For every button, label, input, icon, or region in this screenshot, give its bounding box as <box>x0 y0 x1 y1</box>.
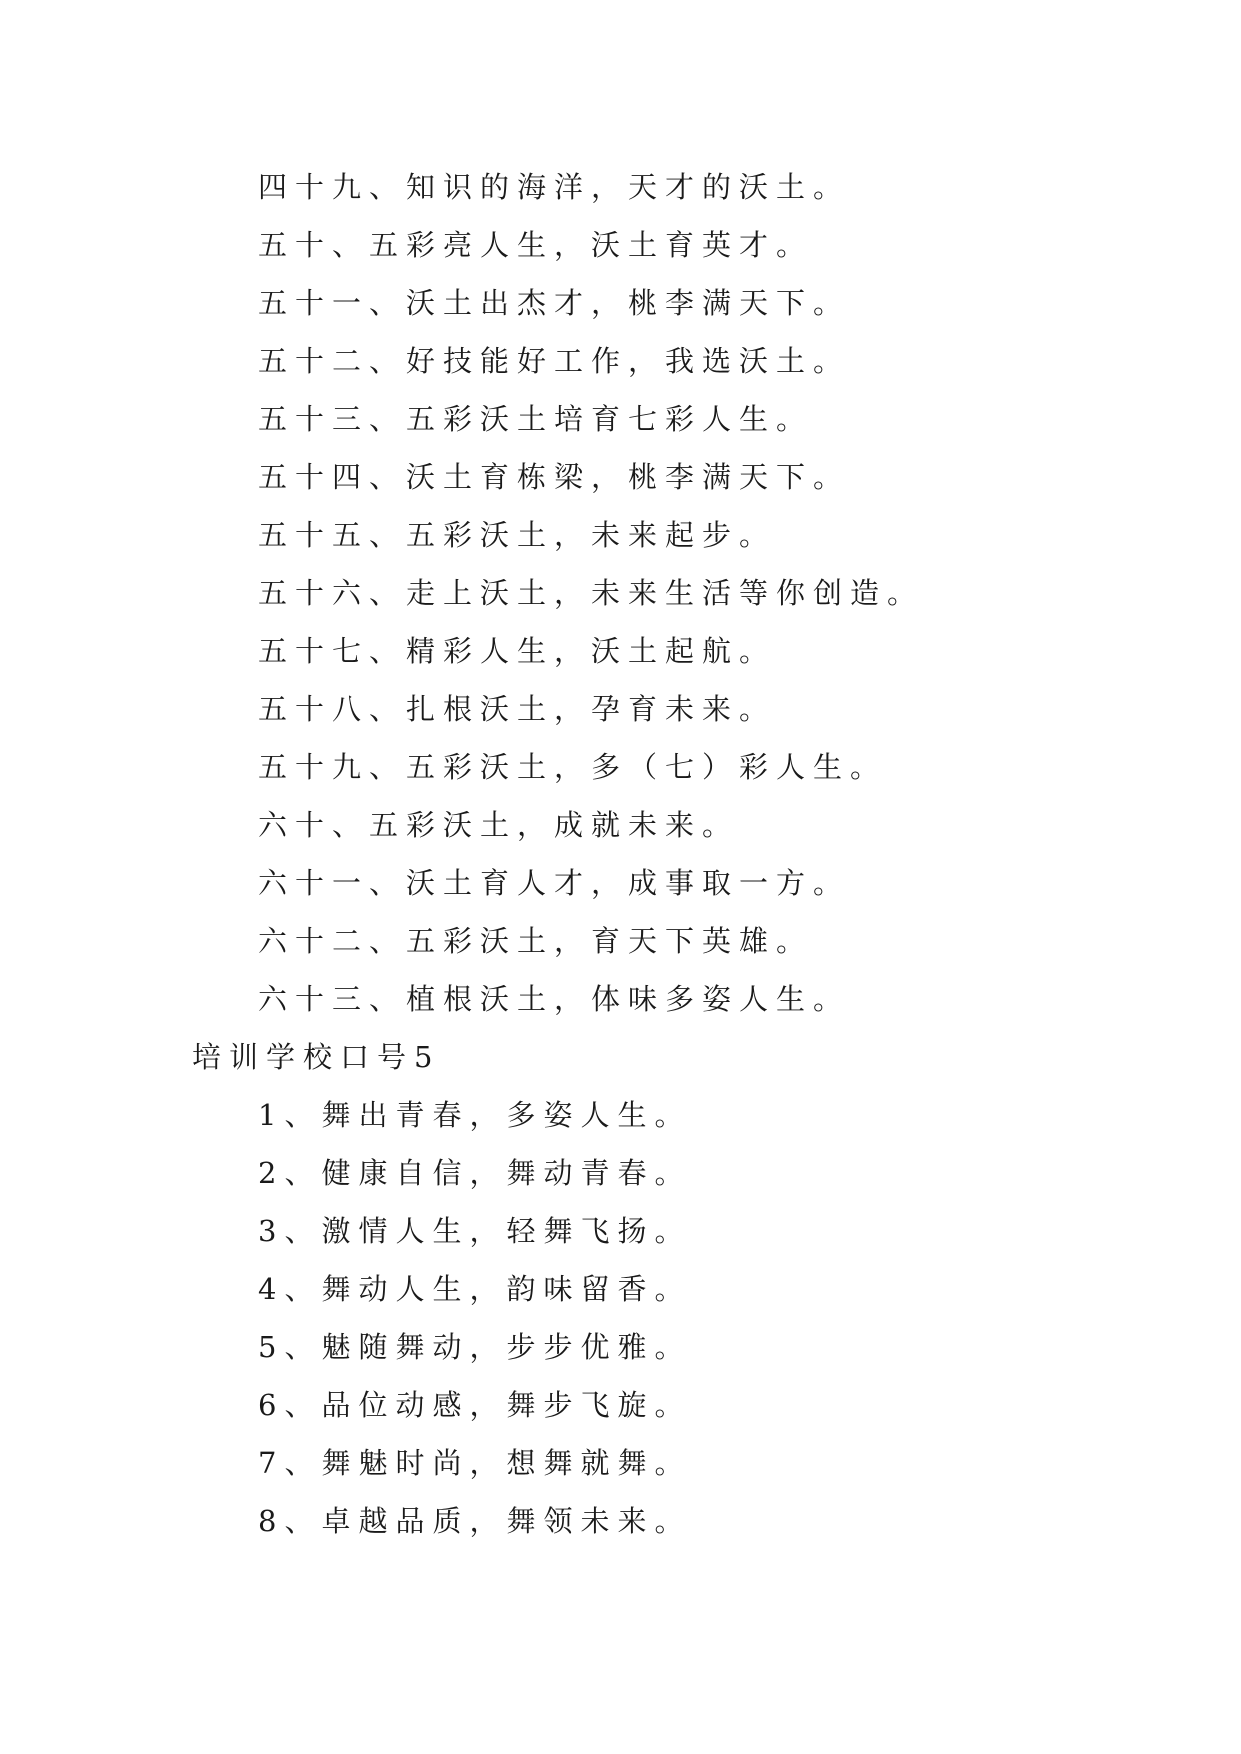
slogan-line: 五十一、沃土出杰才，桃李满天下。 <box>258 286 851 320</box>
numbered-slogan: 3、激情人生，轻舞飞扬。 <box>258 1214 692 1248</box>
slogan-line: 五十八、扎根沃土，孕育未来。 <box>258 692 777 726</box>
slogan-line: 五十九、五彩沃土，多（七）彩人生。 <box>258 750 888 784</box>
slogan-line: 五十五、五彩沃土，未来起步。 <box>258 518 777 552</box>
numbered-slogan: 1、舞出青春，多姿人生。 <box>258 1098 692 1132</box>
slogan-line: 五十七、精彩人生，沃土起航。 <box>258 634 777 668</box>
slogan-line: 六十三、植根沃土，体味多姿人生。 <box>258 982 851 1016</box>
slogan-line: 六十二、五彩沃土，育天下英雄。 <box>258 924 814 958</box>
numbered-slogan: 7、舞魅时尚，想舞就舞。 <box>258 1446 692 1480</box>
slogan-line: 六十一、沃土育人才，成事取一方。 <box>258 866 851 900</box>
numbered-slogan: 4、舞动人生，韵味留香。 <box>258 1272 692 1306</box>
numbered-slogan: 8、卓越品质，舞领未来。 <box>258 1504 692 1538</box>
numbered-slogan: 5、魅随舞动，步步优雅。 <box>258 1330 692 1364</box>
slogan-line: 六十、五彩沃土，成就未来。 <box>258 808 740 842</box>
slogan-line: 五十、五彩亮人生，沃土育英才。 <box>258 228 814 262</box>
slogan-line: 五十六、走上沃土，未来生活等你创造。 <box>258 576 925 610</box>
slogan-line: 五十三、五彩沃土培育七彩人生。 <box>258 402 814 436</box>
numbered-slogan: 2、健康自信，舞动青春。 <box>258 1156 692 1190</box>
slogan-line: 五十二、好技能好工作，我选沃土。 <box>258 344 851 378</box>
slogan-line: 四十九、知识的海洋，天才的沃土。 <box>258 170 851 204</box>
numbered-slogan: 6、品位动感，舞步飞旋。 <box>258 1388 692 1422</box>
slogan-line: 五十四、沃土育栋梁，桃李满天下。 <box>258 460 851 494</box>
section-heading: 培训学校口号5 <box>192 1040 441 1074</box>
